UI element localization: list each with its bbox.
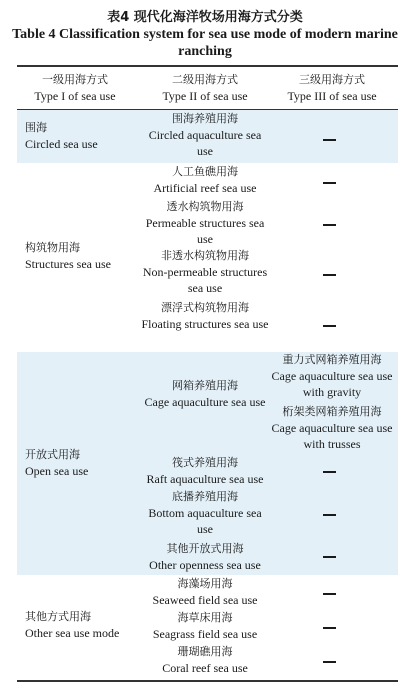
table-title-cn: 表4 现代化海洋牧场用海方式分类 <box>107 10 303 25</box>
empty-dash <box>323 514 336 516</box>
type1-label-en: Open sea use <box>25 464 89 478</box>
type2-other-openness <box>140 541 270 573</box>
empty-dash <box>323 182 336 184</box>
type2-label-en: Raft aquaculture sea use <box>146 472 264 486</box>
bottom-rule <box>17 680 398 682</box>
type1-circled <box>25 120 140 152</box>
type2-label-en: Non-permeable structures sea use <box>142 265 268 295</box>
type1-label-en: Structures sea use <box>25 257 111 271</box>
type2-label-en: Artificial reef sea use <box>153 181 257 195</box>
type2-raft <box>140 455 270 487</box>
type2-seaweed <box>140 576 270 608</box>
type2-coral-reef <box>140 644 270 676</box>
type3-cage-gravity <box>268 352 396 400</box>
table-title-en: Table 4 Classification system for sea use mode of modern marine ranching <box>12 27 398 59</box>
empty-dash <box>323 224 336 226</box>
type3-label-en: Cage aquaculture sea use with gravity <box>271 369 393 399</box>
type2-circled-aquaculture <box>140 111 270 159</box>
header-col2-en: Type II of sea use <box>162 89 248 103</box>
type1-label-en: Circled sea use <box>25 137 98 151</box>
header-col1 <box>25 72 125 104</box>
type2-floating <box>140 300 270 332</box>
type1-other <box>25 609 140 641</box>
type2-label-cn: 其他开放式用海 <box>166 542 244 555</box>
type2-label-cn: 海草床用海 <box>177 611 233 624</box>
type2-label-en: Circled aquaculture sea use <box>148 128 262 158</box>
type2-label-en: Bottom aquaculture sea use <box>148 506 262 536</box>
type1-label-cn: 围海 <box>25 121 47 134</box>
type1-label-en: Other sea use mode <box>25 626 120 640</box>
type3-label-cn: 重力式网箱养殖用海 <box>282 353 382 366</box>
type2-label-cn: 底播养殖用海 <box>172 490 238 503</box>
header-col3 <box>268 72 396 104</box>
type2-label-cn: 漂浮式构筑物用海 <box>161 301 249 314</box>
empty-dash <box>323 471 336 473</box>
type2-cage <box>140 378 270 410</box>
empty-dash <box>323 593 336 595</box>
header-col2-cn: 二级用海方式 <box>172 73 238 86</box>
type2-non-permeable <box>140 248 270 296</box>
empty-dash <box>323 274 336 276</box>
type2-label-en: Other openness sea use <box>149 558 261 572</box>
empty-dash <box>323 556 336 558</box>
type2-label-cn: 珊瑚礁用海 <box>177 645 233 658</box>
type2-label-cn: 网箱养殖用海 <box>172 379 238 392</box>
type2-label-en: Floating structures sea use <box>141 317 269 331</box>
type1-open <box>25 447 140 479</box>
type2-label-cn: 筏式养殖用海 <box>172 456 238 469</box>
type3-label-en: Cage aquaculture sea use with trusses <box>271 421 393 451</box>
header-col3-cn: 三级用海方式 <box>299 73 365 86</box>
type2-artificial-reef <box>140 164 270 196</box>
empty-dash <box>323 139 336 141</box>
header-col1-en: Type I of sea use <box>34 89 116 103</box>
type1-label-cn: 其他方式用海 <box>25 610 91 623</box>
type3-cage-trusses <box>268 404 396 452</box>
type2-label-en: Permeable structures sea use <box>145 216 265 246</box>
type2-bottom <box>140 489 270 537</box>
type2-label-en: Coral reef sea use <box>162 661 248 675</box>
empty-dash <box>323 627 336 629</box>
type2-label-en: Seaweed field sea use <box>152 593 258 607</box>
type2-label-cn: 人工鱼礁用海 <box>172 165 238 178</box>
type2-seagrass <box>140 610 270 642</box>
type1-label-cn: 构筑物用海 <box>25 241 80 254</box>
type2-label-en: Seagrass field sea use <box>152 627 258 641</box>
type2-label-en: Cage aquaculture sea use <box>144 395 266 409</box>
type3-label-cn: 桁架类网箱养殖用海 <box>282 405 382 418</box>
header-rule <box>17 109 398 110</box>
empty-dash <box>323 325 336 327</box>
type1-label-cn: 开放式用海 <box>25 448 80 461</box>
empty-dash <box>323 661 336 663</box>
type1-structures <box>25 240 140 272</box>
header-col2 <box>140 72 270 104</box>
header-col3-en: Type III of sea use <box>287 89 377 103</box>
type2-label-cn: 非透水构筑物用海 <box>161 249 249 262</box>
type2-label-cn: 围海养殖用海 <box>172 112 238 125</box>
header-col1-cn: 一级用海方式 <box>42 73 108 86</box>
type2-label-cn: 海藻场用海 <box>177 577 233 590</box>
top-rule <box>17 65 398 67</box>
type2-permeable <box>140 199 270 247</box>
type2-label-cn: 透水构筑物用海 <box>166 200 244 213</box>
